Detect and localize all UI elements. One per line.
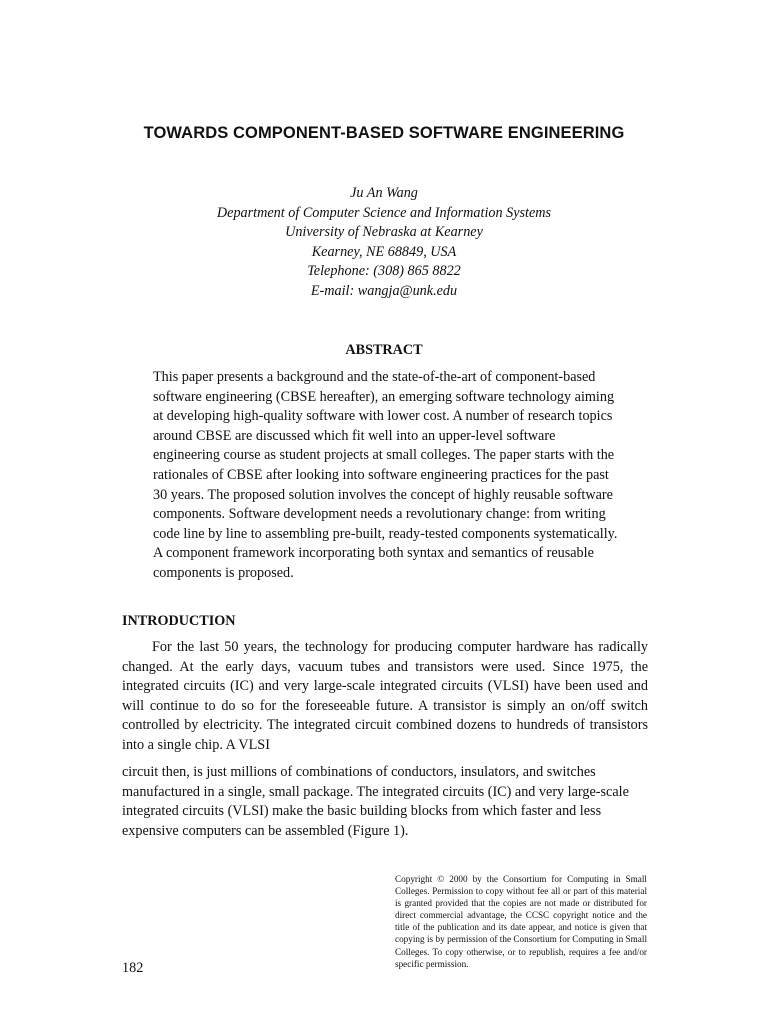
author-telephone: Telephone: (308) 865 8822: [307, 263, 461, 280]
author-email: E-mail: wangja@unk.edu: [310, 282, 458, 299]
author-department: Department of Computer Science and Information Systems: [216, 204, 552, 221]
author-name: Ju An Wang: [350, 185, 418, 201]
author-university: University of Nebraska at Kearney: [285, 224, 483, 241]
introduction-paragraph-2: circuit then, is just millions of combinations of conductors, insulators, and switches manufactured in a single, small package. The integrated circuits (IC) and very large-scale integrated circuits (VLSI) make the basic building blocks from which faster and less expensive computers can be assembled (Figure 1).: [122, 764, 629, 839]
abstract-heading: ABSTRACT: [345, 342, 423, 358]
paper-title: TOWARDS COMPONENT-BASED SOFTWARE ENGINEERING: [143, 124, 625, 142]
introduction-heading: INTRODUCTION: [122, 613, 236, 629]
introduction-paragraph-1: For the last 50 years, the technology for producing computer hardware has radically changed. At the early days, vacuum tubes and transistors were used. Since 1975, the integrated circuits (IC) and very large-scale integrated circuits (VLSI) have been used and will continue to do so for the foreseeable future. A transistor is simply an on/off switch controlled by electricity. The integrated circuit combined dozens to hundreds of transistors into a single chip. A VLSI: [122, 639, 648, 753]
copyright-notice: Copyright © 2000 by the Consortium for Computing in Small Colleges. Permission to copy without fee all or part of this material is granted provided that the copies are not made or distributed for direct commercial advantage, the CCSC copyright notice and the title of the publication and its date appear, and notice is given that copying is by permission of the Consortium for Computing in Small Colleges. To copy otherwise, or to republish, requires a fee and/or specific permission.: [395, 874, 647, 969]
author-block: [0, 184, 768, 302]
page-number: 182: [122, 960, 144, 976]
author-address: Kearney, NE 68849, USA: [311, 243, 457, 260]
abstract-text: This paper presents a background and the state-of-the-art of component-based software engineering (CBSE hereafter), an emerging software technology aiming at developing high-quality software with lower cost. A number of research topics around CBSE are discussed which fit well into an upper-level software engineering course as student projects at small colleges. The paper starts with the rationales of CBSE after looking into software engineering practices for the past 30 years. The proposed solution involves the concept of highly reusable software components. Software development needs a revolutionary change: from writing code line by line to assembling pre-built, ready-tested components systematically. A component framework incorporating both syntax and semantics of reusable components is proposed.: [153, 369, 618, 581]
